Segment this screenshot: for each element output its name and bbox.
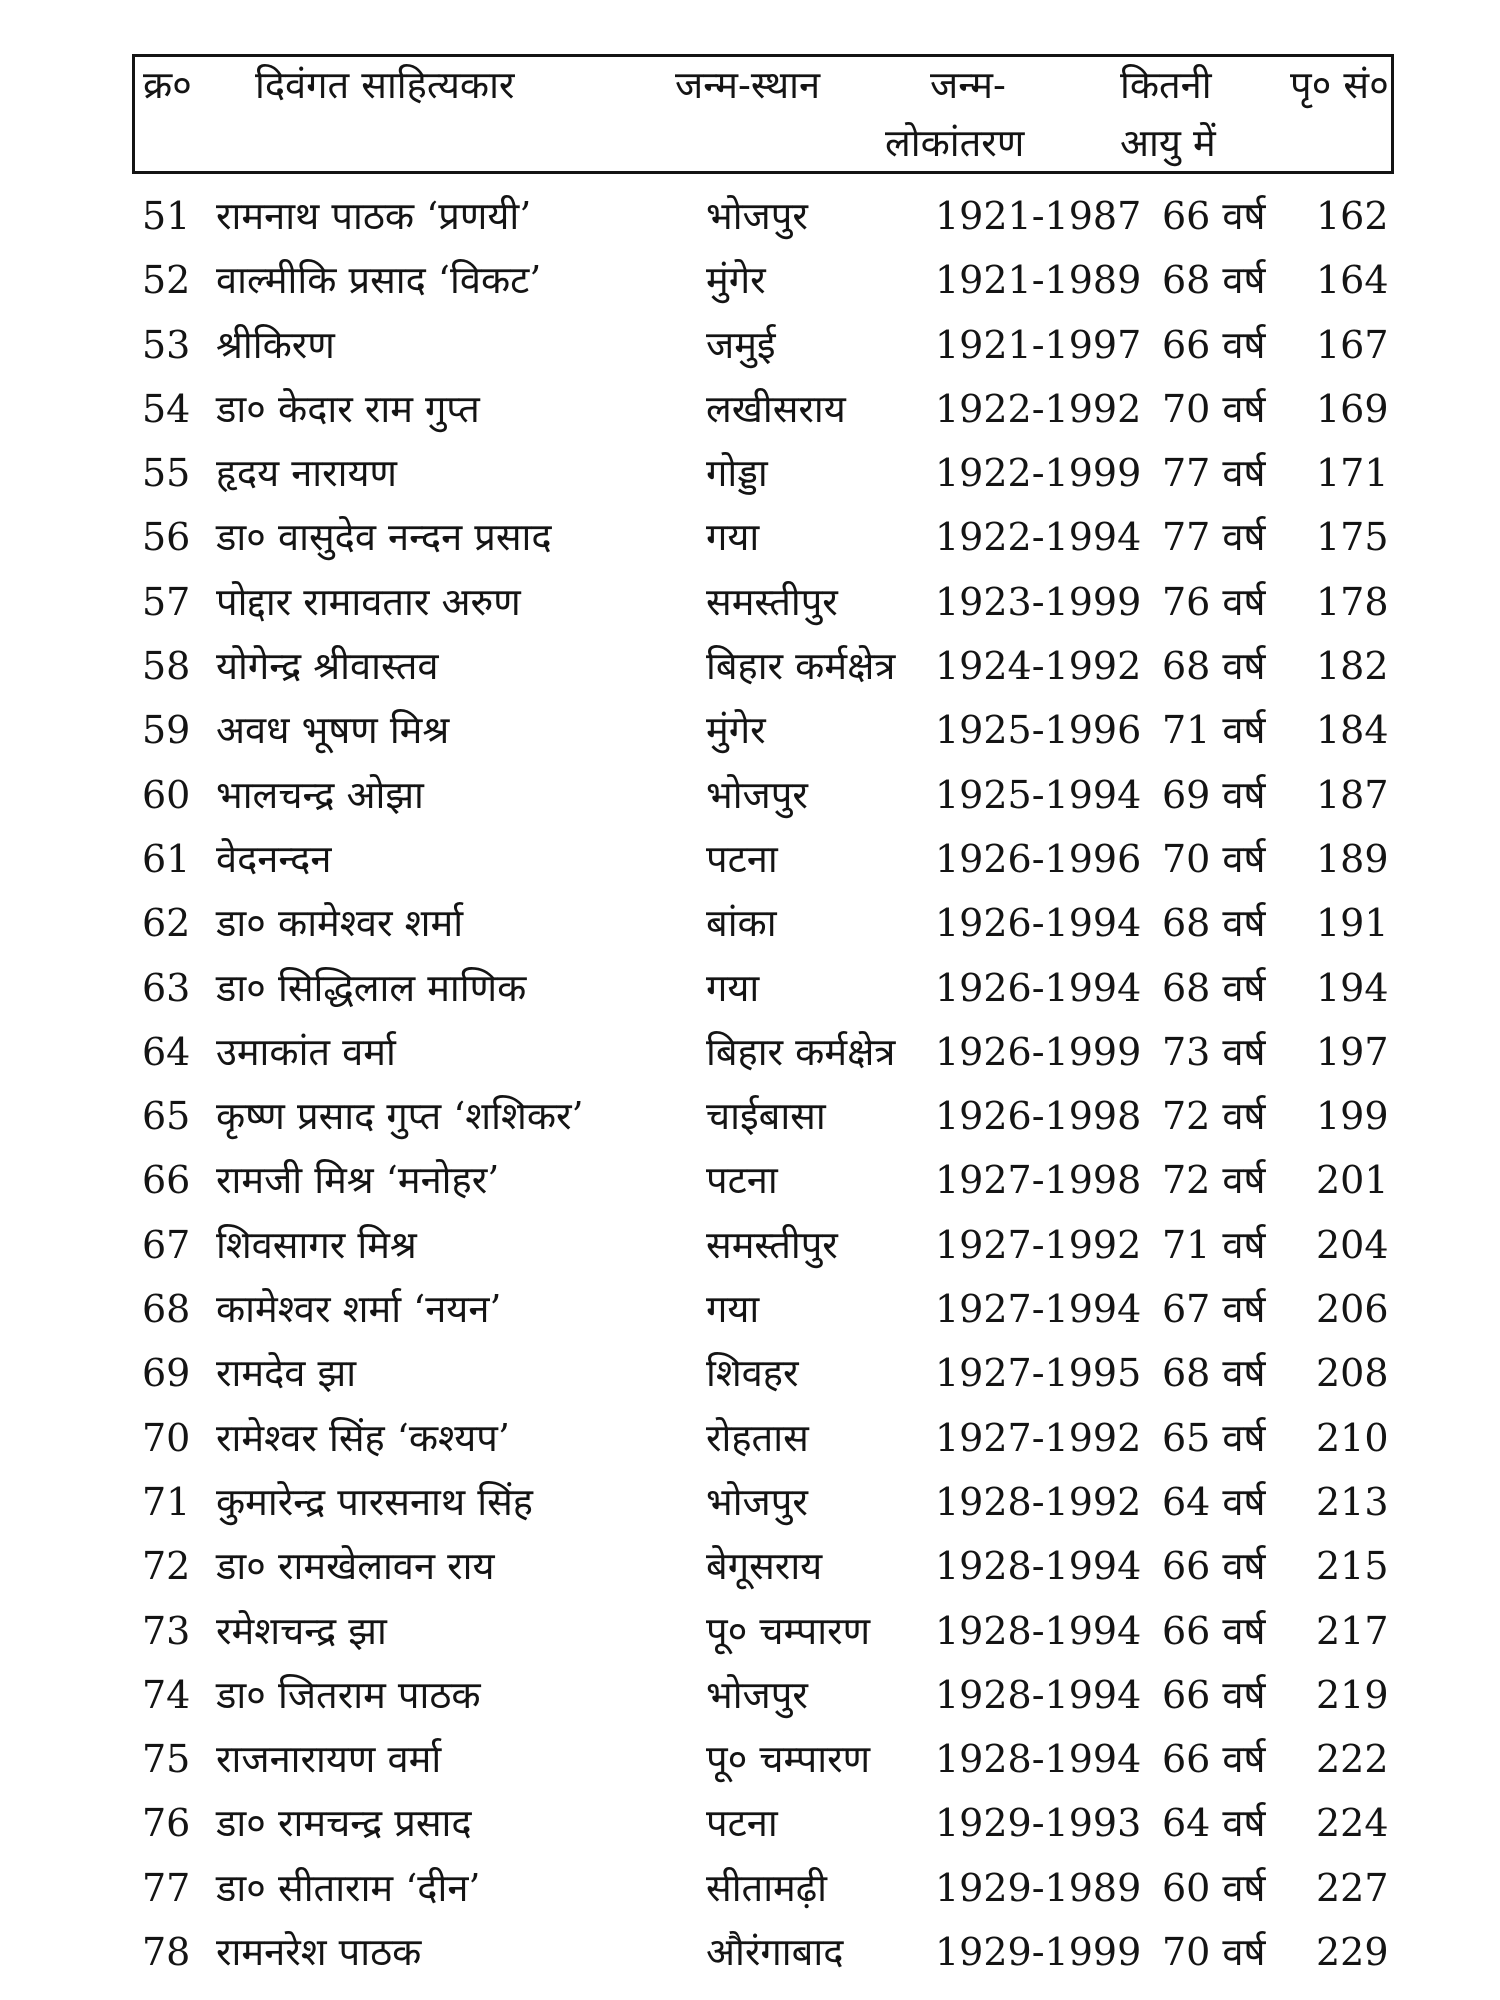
row-writer-name: शिवसागर मिश्र [216,1222,417,1267]
row-writer-name: रामजी मिश्र ‘मनोहर’ [216,1158,500,1203]
row-writer-name: रामनरेश पाठक [216,1930,422,1975]
table-row [0,1279,1500,1343]
row-page-number: 227 [1316,1865,1389,1910]
row-page-number: 189 [1316,836,1389,881]
table-row [0,507,1500,571]
row-page-number: 162 [1316,194,1389,238]
table-row [0,636,1500,700]
row-age: 76 वर्ष [1162,579,1266,624]
table-row [0,1215,1500,1279]
table-row [0,1601,1500,1665]
table-row [0,829,1500,893]
row-writer-name: डा० रामखेलावन राय [216,1544,495,1589]
row-life-years: 1927-1994 [935,1287,1142,1332]
row-serial-number: 53 [142,322,191,367]
table-row [0,443,1500,507]
row-life-years: 1928-1994 [935,1672,1142,1717]
row-life-years: 1929-1999 [935,1930,1142,1975]
row-age: 68 वर्ष [1162,965,1266,1010]
row-life-years: 1927-1992 [935,1222,1142,1267]
row-page-number: 197 [1316,1029,1389,1074]
row-page-number: 191 [1316,901,1389,946]
row-birthplace: जमुई [706,322,776,367]
table-row [0,1086,1500,1150]
row-life-years: 1927-1998 [935,1158,1142,1203]
row-page-number: 167 [1316,322,1389,367]
row-age: 70 वर्ष [1162,1930,1266,1975]
row-serial-number: 76 [142,1801,191,1846]
table-row [0,1729,1500,1793]
table-row [0,186,1500,250]
table-row [0,1665,1500,1729]
header-writer-name: दिवंगत साहित्यकार [255,63,515,107]
row-page-number: 229 [1316,1930,1389,1975]
row-birthplace: भोजपुर [706,1479,808,1524]
row-serial-number: 74 [142,1672,191,1717]
row-life-years: 1922-1999 [935,451,1142,496]
table-row [0,315,1500,379]
row-serial-number: 72 [142,1544,191,1589]
header-page-number: पृ० सं० [1290,63,1389,107]
row-life-years: 1924-1992 [935,644,1142,689]
row-writer-name: कृष्ण प्रसाद गुप्त ‘शशिकर’ [216,1094,584,1139]
row-age: 66 वर्ष [1162,1544,1266,1589]
row-age: 77 वर्ष [1162,515,1266,560]
row-serial-number: 63 [142,965,191,1010]
row-writer-name: डा० केदार राम गुप्त [216,386,480,431]
row-writer-name: डा० जितराम पाठक [216,1672,481,1717]
row-serial-number: 78 [142,1930,191,1975]
row-serial-number: 75 [142,1737,191,1782]
row-birthplace: बिहार कर्मक्षेत्र [706,1029,896,1074]
row-page-number: 219 [1316,1672,1389,1717]
row-birthplace: मुंगेर [706,708,766,753]
row-age: 72 वर्ष [1162,1158,1266,1203]
row-serial-number: 66 [142,1158,191,1203]
row-age: 66 वर्ष [1162,1672,1266,1717]
row-writer-name: वेदनन्दन [216,836,332,881]
row-birthplace: चाईबासा [706,1094,826,1139]
header-age-line2: आयु में [1120,121,1216,165]
row-serial-number: 56 [142,515,191,560]
row-age: 66 वर्ष [1162,1737,1266,1782]
row-age: 72 वर्ष [1162,1094,1266,1139]
row-serial-number: 57 [142,579,191,624]
row-serial-number: 54 [142,386,191,431]
row-page-number: 206 [1316,1287,1389,1332]
row-serial-number: 61 [142,836,191,881]
row-serial-number: 51 [142,194,191,238]
row-page-number: 175 [1316,515,1389,560]
row-life-years: 1928-1994 [935,1544,1142,1589]
row-page-number: 201 [1316,1158,1389,1203]
row-writer-name: डा० वासुदेव नन्दन प्रसाद [216,515,552,560]
row-writer-name: रामदेव झा [216,1351,357,1396]
row-serial-number: 52 [142,258,191,303]
row-page-number: 187 [1316,772,1389,817]
row-serial-number: 67 [142,1222,191,1267]
row-writer-name: रमेशचन्द्र झा [216,1608,387,1653]
row-page-number: 210 [1316,1415,1389,1460]
row-birthplace: गोड्डा [706,451,768,496]
row-page-number: 208 [1316,1351,1389,1396]
row-page-number: 184 [1316,708,1389,753]
row-birthplace: बेगूसराय [706,1544,823,1589]
row-birthplace: गया [706,515,760,560]
row-serial-number: 62 [142,901,191,946]
row-writer-name: उमाकांत वर्मा [216,1029,396,1074]
row-birthplace: समस्तीपुर [706,579,838,624]
row-age: 66 वर्ष [1162,194,1266,238]
row-writer-name: राजनारायण वर्मा [216,1737,442,1782]
row-writer-name: डा० रामचन्द्र प्रसाद [216,1801,472,1846]
row-writer-name: पोद्दार रामावतार अरुण [216,579,521,624]
row-life-years: 1925-1996 [935,708,1142,753]
row-writer-name: अवध भूषण मिश्र [216,708,450,753]
row-life-years: 1922-1992 [935,386,1142,431]
row-birthplace: औरंगाबाद [706,1930,844,1975]
row-writer-name: कामेश्वर शर्मा ‘नयन’ [216,1287,502,1332]
row-birthplace: समस्तीपुर [706,1222,838,1267]
row-page-number: 215 [1316,1544,1389,1589]
table-row [0,700,1500,764]
row-writer-name: रामेश्वर सिंह ‘कश्यप’ [216,1415,510,1460]
row-page-number: 194 [1316,965,1389,1010]
row-serial-number: 55 [142,451,191,496]
row-age: 68 वर्ष [1162,644,1266,689]
row-age: 71 वर्ष [1162,1222,1266,1267]
header-years-line2: लोकांतरण [885,121,1025,165]
header-birthplace: जन्म-स्थान [675,63,821,107]
row-age: 69 वर्ष [1162,772,1266,817]
row-serial-number: 60 [142,772,191,817]
row-age: 64 वर्ष [1162,1479,1266,1524]
row-birthplace: रोहतास [706,1415,809,1460]
row-life-years: 1927-1995 [935,1351,1142,1396]
table-row [0,1022,1500,1086]
row-serial-number: 70 [142,1415,191,1460]
row-page-number: 169 [1316,386,1389,431]
header-age-line1: कितनी [1120,63,1212,107]
row-birthplace: गया [706,1287,760,1332]
row-serial-number: 59 [142,708,191,753]
table-row [0,1793,1500,1857]
row-serial-number: 77 [142,1865,191,1910]
row-age: 60 वर्ष [1162,1865,1266,1910]
row-life-years: 1926-1994 [935,965,1142,1010]
row-life-years: 1928-1994 [935,1737,1142,1782]
table-row [0,1922,1500,1986]
table-row [0,1150,1500,1214]
row-writer-name: डा० सिद्धिलाल माणिक [216,965,527,1010]
row-birthplace: भोजपुर [706,1672,808,1717]
row-birthplace: पू० चम्पारण [706,1608,871,1653]
row-page-number: 204 [1316,1222,1389,1267]
header-years-line1: जन्म- [930,63,1006,107]
row-life-years: 1928-1992 [935,1479,1142,1524]
header-serial: क्र० [143,63,192,107]
row-life-years: 1921-1989 [935,258,1142,303]
row-life-years: 1929-1993 [935,1801,1142,1846]
row-writer-name: वाल्मीकि प्रसाद ‘विकट’ [216,258,542,303]
row-serial-number: 65 [142,1094,191,1139]
row-age: 71 वर्ष [1162,708,1266,753]
row-age: 66 वर्ष [1162,1608,1266,1653]
row-age: 65 वर्ष [1162,1415,1266,1460]
row-age: 70 वर्ष [1162,836,1266,881]
row-serial-number: 73 [142,1608,191,1653]
table-row [0,1343,1500,1407]
table-row [0,1536,1500,1600]
row-life-years: 1925-1994 [935,772,1142,817]
row-birthplace: लखीसराय [706,386,846,431]
row-age: 68 वर्ष [1162,258,1266,303]
row-writer-name: योगेन्द्र श्रीवास्तव [216,644,439,689]
row-birthplace: बांका [706,901,777,946]
row-birthplace: गया [706,965,760,1010]
row-life-years: 1926-1994 [935,901,1142,946]
row-page-number: 217 [1316,1608,1389,1653]
row-age: 70 वर्ष [1162,386,1266,431]
row-writer-name: कुमारेन्द्र पारसनाथ सिंह [216,1479,533,1524]
row-birthplace: बिहार कर्मक्षेत्र [706,644,896,689]
row-life-years: 1929-1989 [935,1865,1142,1910]
row-birthplace: शिवहर [706,1351,799,1396]
row-age: 73 वर्ष [1162,1029,1266,1074]
table-row [0,572,1500,636]
row-birthplace: पटना [706,1801,778,1846]
row-serial-number: 58 [142,644,191,689]
table-header [132,54,1394,174]
row-page-number: 164 [1316,258,1389,303]
row-writer-name: डा० कामेश्वर शर्मा [216,901,464,946]
row-life-years: 1921-1997 [935,322,1142,367]
row-life-years: 1926-1998 [935,1094,1142,1139]
row-life-years: 1926-1996 [935,836,1142,881]
row-writer-name: रामनाथ पाठक ‘प्रणयी’ [216,194,532,238]
row-serial-number: 64 [142,1029,191,1074]
row-birthplace: पटना [706,836,778,881]
table-row [0,1858,1500,1922]
row-life-years: 1921-1987 [935,194,1142,238]
row-life-years: 1926-1999 [935,1029,1142,1074]
row-life-years: 1923-1999 [935,579,1142,624]
table-row [0,250,1500,314]
row-life-years: 1927-1992 [935,1415,1142,1460]
row-page-number: 222 [1316,1737,1389,1782]
table-row [0,379,1500,443]
row-age: 64 वर्ष [1162,1801,1266,1846]
table-row [0,893,1500,957]
row-page-number: 199 [1316,1094,1389,1139]
row-age: 68 वर्ष [1162,1351,1266,1396]
table-row [0,1408,1500,1472]
row-serial-number: 71 [142,1479,191,1524]
row-birthplace: सीतामढ़ी [706,1865,827,1910]
row-birthplace: भोजपुर [706,194,808,238]
row-birthplace: मुंगेर [706,258,766,303]
row-life-years: 1922-1994 [935,515,1142,560]
row-writer-name: भालचन्द्र ओझा [216,772,424,817]
row-page-number: 224 [1316,1801,1389,1846]
table-body [0,186,1500,1986]
row-writer-name: श्रीकिरण [216,322,335,367]
row-page-number: 182 [1316,644,1389,689]
row-page-number: 171 [1316,451,1389,496]
row-writer-name: हृदय नारायण [216,451,398,496]
row-birthplace: पटना [706,1158,778,1203]
table-row [0,958,1500,1022]
row-page-number: 178 [1316,579,1389,624]
row-age: 77 वर्ष [1162,451,1266,496]
row-serial-number: 68 [142,1287,191,1332]
row-writer-name: डा० सीताराम ‘दीन’ [216,1865,481,1910]
row-birthplace: भोजपुर [706,772,808,817]
row-birthplace: पू० चम्पारण [706,1737,871,1782]
row-age: 66 वर्ष [1162,322,1266,367]
table-row [0,765,1500,829]
row-life-years: 1928-1994 [935,1608,1142,1653]
row-page-number: 213 [1316,1479,1389,1524]
row-age: 67 वर्ष [1162,1287,1266,1332]
row-age: 68 वर्ष [1162,901,1266,946]
table-row [0,1472,1500,1536]
row-serial-number: 69 [142,1351,191,1396]
